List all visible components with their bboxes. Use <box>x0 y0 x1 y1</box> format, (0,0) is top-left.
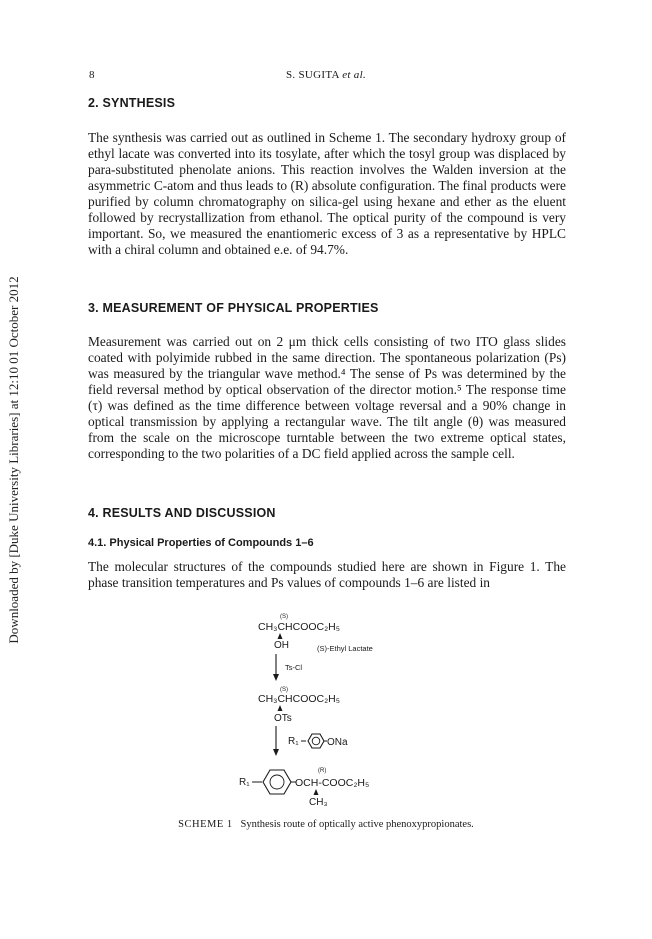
product-methyl: CH₃ <box>309 797 328 808</box>
synthesis-paragraph <box>88 130 566 258</box>
running-etal: et al. <box>342 69 367 81</box>
synthesis-heading: 2. SYNTHESIS <box>88 96 176 110</box>
synthesis-text: The synthesis was carried out as outlined in Scheme 1. The secondary hydroxy group of ethyl lacate was converted into its tosylate, after which the tosyl group was displaced by para-substituted phenolate anions. This reaction involves the Walden inversion at the asymmetric C-atom and thus leads to (R) absolute configuration. The final products were purified by column chromatography on silica-gel using hexane and ether as the eluent followed by recrystallization from ethanol. The optical purity of the compound is very important. So, we measured the enantiomeric excess of 3 as a representative by HPLC with a chiral column and obtained e.e. of 94.7%. <box>88 130 566 257</box>
reagent-ona: ONa <box>327 737 348 748</box>
reagent-benzene-ring <box>308 734 324 748</box>
synthesis-scheme <box>230 608 550 818</box>
product-ring-aromatic <box>270 775 284 789</box>
measurement-heading: 3. MEASUREMENT OF PHYSICAL PROPERTIES <box>88 301 379 315</box>
formula-tosylate: CH₃CHCOOC₂H₅ <box>258 693 340 705</box>
caption-text: Synthesis route of optically active phenoxypropionates. <box>240 819 474 830</box>
reagent-r1: R₁ <box>288 736 299 747</box>
product-chain: OCH-COOC₂H₅ <box>295 777 370 789</box>
s-stereo-label-2: (S) <box>280 687 288 693</box>
arrow-head-1 <box>273 674 279 681</box>
product-benzene-ring <box>263 770 291 794</box>
page-number: 8 <box>89 69 95 81</box>
r-stereo-label: (R) <box>318 768 327 774</box>
watermark-text: Downloaded by [Duke University Libraries] at 12:10 01 October 2012 <box>6 276 21 644</box>
results-paragraph <box>88 559 566 591</box>
results-subheading: 4.1. Physical Properties of Compounds 1–6 <box>88 537 314 549</box>
running-header <box>0 69 652 81</box>
reagent-tscl: Ts-Cl <box>285 663 303 672</box>
hydroxy-group: OH <box>274 640 289 651</box>
measurement-paragraph <box>88 334 566 462</box>
s-stereo-label-1: (S) <box>280 614 288 620</box>
results-heading: 4. RESULTS AND DISCUSSION <box>88 506 276 520</box>
download-watermark <box>0 0 28 939</box>
ethyl-lactate-label: (S)-Ethyl Lactate <box>317 644 373 653</box>
running-author: S. SUGITA <box>285 69 340 81</box>
scheme-caption <box>0 819 652 830</box>
results-text: The molecular structures of the compounds studied here are shown in Figure 1. The phase transition temperatures and Ps values of compounds 1–6 are listed in <box>88 559 566 590</box>
formula-ethyl-lactate: CH₃CHCOOC₂H₅ <box>258 621 340 633</box>
wedge-bond-3 <box>314 789 319 795</box>
wedge-bond-1 <box>278 633 283 639</box>
measurement-text: Measurement was carried out on 2 μm thick cells consisting of two ITO glass slides coated with polyimide rubbed in the same direction. The spontaneous polarization (Ps) was measured by the triangular wave method.⁴ The sense of Ps was determined by the field reversal method by optical observation of the director motion.⁵ The response time (τ) was defined as the time difference between voltage reversal and a 90% change in optical transmission by applying a rectangular wave. The tilt angle (θ) was measured from the scale on the microscope turntable between the two extreme optical states, corresponding to the two polarities of a DC field applied across the sample cell. <box>88 334 566 461</box>
wedge-bond-2 <box>278 705 283 711</box>
arrow-head-2 <box>273 749 279 756</box>
caption-label: SCHEME 1 <box>178 819 233 830</box>
reagent-ring-aromatic <box>312 737 320 745</box>
tosyl-group: OTs <box>274 713 292 724</box>
product-r1: R₁ <box>239 777 250 788</box>
